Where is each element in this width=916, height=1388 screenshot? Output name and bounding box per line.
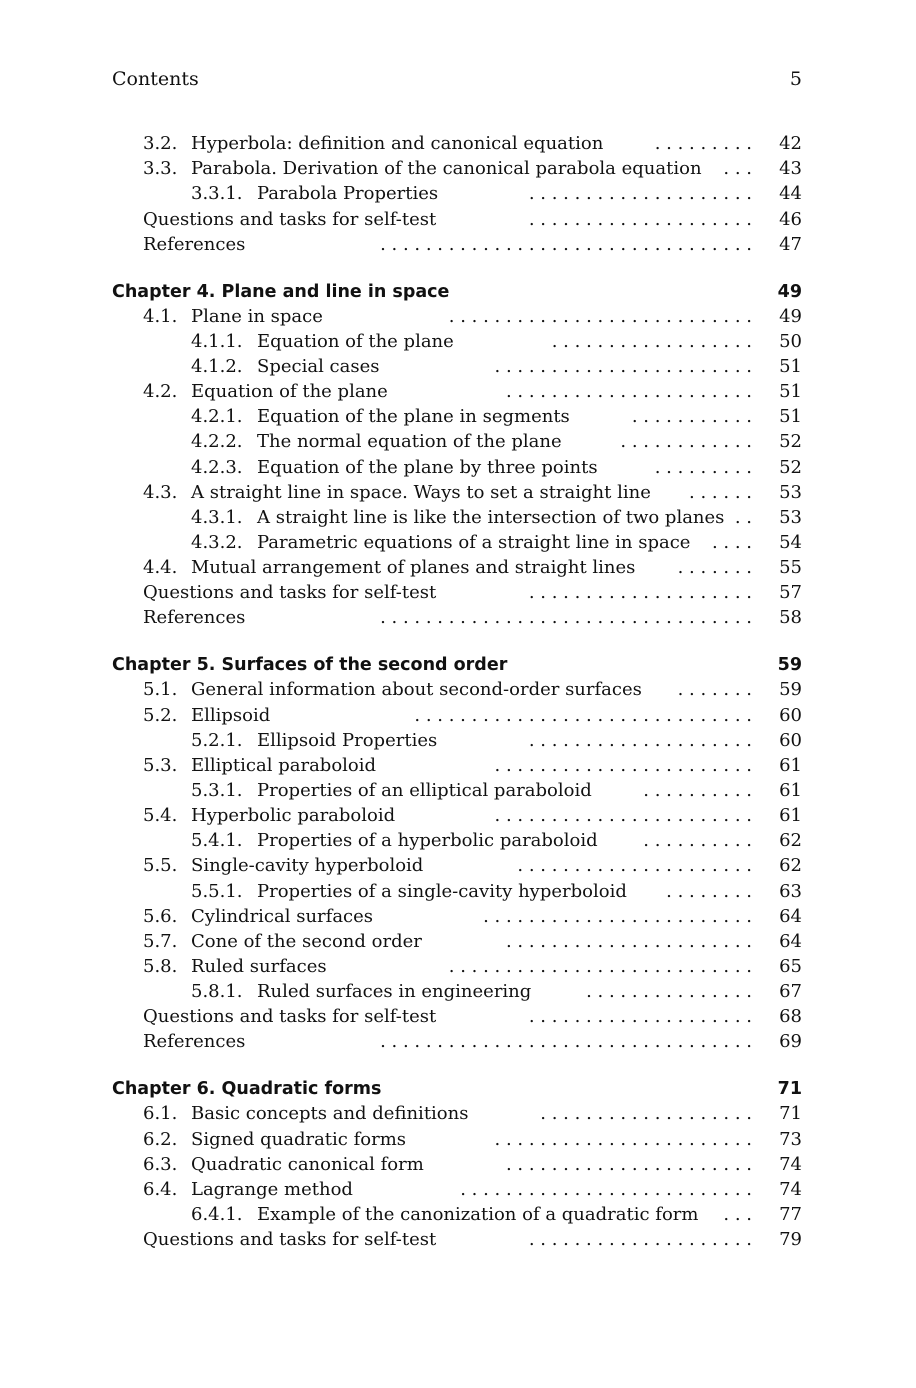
toc-dot-leader-text: . . . . . . . . . . . . . . . . . . . . . . . . . . . . . .	[414, 705, 752, 726]
toc-dot-leader	[357, 1178, 752, 1202]
toc-entry-title: Ellipsoid	[191, 705, 271, 726]
toc-entry-title: Ruled surfaces in engineering	[257, 981, 532, 1002]
toc-entry-title: References	[143, 234, 246, 255]
toc-entry-title: General information about second-order surfaces	[191, 679, 642, 700]
toc-entry-page-number: 77	[779, 1204, 802, 1225]
toc-entry-page-number: 61	[779, 780, 802, 801]
toc-entry[interactable]	[0, 581, 916, 605]
toc-entry-page-number: 60	[779, 705, 802, 726]
toc-entry-title: Cylindrical surfaces	[191, 906, 374, 927]
toc-entry[interactable]	[0, 854, 916, 878]
toc-dot-leader	[535, 980, 752, 1004]
toc-dot-leader	[728, 506, 752, 530]
toc-dot-leader	[442, 182, 752, 206]
toc-entry-title: Questions and tasks for self-test	[143, 1006, 437, 1027]
toc-entry-page-number: 71	[777, 1079, 802, 1099]
toc-dot-leader	[331, 955, 752, 979]
toc-entry[interactable]	[0, 157, 916, 181]
toc-entry-title: Hyperbola: definition and canonical equation	[191, 133, 604, 154]
toc-dot-leader	[702, 1203, 752, 1227]
toc-entry-page-number: 63	[779, 881, 802, 902]
toc-dot-leader	[380, 754, 752, 778]
toc-entry-page-number: 58	[779, 607, 802, 628]
toc-chapter-entry[interactable]	[0, 280, 916, 304]
toc-dot-leader-text: . . . . . . .	[677, 679, 752, 700]
toc-dot-leader-text: . . . . . . . . . . . . . . .	[586, 981, 752, 1002]
toc-entry[interactable]	[0, 1128, 916, 1152]
toc-dot-leader-text: . . . . . . . . . . .	[631, 406, 752, 427]
toc-entry-page-number: 74	[779, 1179, 802, 1200]
toc-entry[interactable]	[0, 606, 916, 630]
toc-dot-leader	[327, 305, 752, 329]
toc-entry-title: Questions and tasks for self-test	[143, 1229, 437, 1250]
toc-entry-number: 3.3.	[143, 158, 178, 179]
toc-entry-title: Equation of the plane in segments	[257, 406, 570, 427]
toc-dot-leader-text: . . . . . . . . . .	[643, 830, 752, 851]
toc-entry[interactable]	[0, 930, 916, 954]
toc-entry-page-number: 67	[779, 981, 802, 1002]
toc-entry-title: References	[143, 1031, 246, 1052]
toc-chapter-entry[interactable]	[0, 1077, 916, 1101]
toc-entry-number: 4.2.3.	[191, 457, 243, 478]
toc-entry[interactable]	[0, 430, 916, 454]
toc-dot-leader-text: . . . . . . . . . . . . . . . . . . . . . . .	[494, 755, 752, 776]
toc-dot-leader-text: . . . . . . . . . . . . . . . . . . . . . .	[505, 381, 752, 402]
toc-dot-leader-text: . . . . . . . . . . . . . . . . . . . . . .	[505, 1154, 752, 1175]
toc-dot-leader-text: . . .	[723, 1204, 752, 1225]
toc-entry[interactable]	[0, 1178, 916, 1202]
toc-dot-leader	[428, 1153, 752, 1177]
toc-entry-page-number: 71	[779, 1103, 802, 1124]
toc-entry-number: 5.5.1.	[191, 881, 243, 902]
toc-entry-title: Properties of an elliptical paraboloid	[257, 780, 592, 801]
toc-dot-leader-text: . . . . . . . . . . . . . . . . . . . . . . . . . . .	[448, 956, 752, 977]
toc-entry-page-number: 53	[779, 482, 802, 503]
toc-entry-page-number: 50	[779, 331, 802, 352]
toc-entry-number: 5.4.	[143, 805, 178, 826]
toc-entry-title: The normal equation of the plane	[257, 431, 562, 452]
toc-entry[interactable]	[0, 829, 916, 853]
toc-entry-page-number: 47	[779, 234, 802, 255]
toc-entry[interactable]	[0, 980, 916, 1004]
toc-entry-title: Parabola Properties	[257, 183, 439, 204]
toc-entry[interactable]	[0, 704, 916, 728]
toc-entry-title: A straight line is like the intersection of two planes	[257, 507, 725, 528]
toc-dot-leader-text: . . . . . . . . . . . . . . . . . . . . . . .	[494, 356, 752, 377]
toc-entry-title: Lagrange method	[191, 1179, 353, 1200]
toc-dot-leader-text: . . . . . . . . . . . . . . . . . . . .	[528, 183, 752, 204]
toc-entry[interactable]	[0, 1030, 916, 1054]
toc-entry[interactable]	[0, 456, 916, 480]
toc-dot-leader	[631, 880, 752, 904]
toc-entry-title: Chapter 6. Quadratic forms	[112, 1079, 382, 1099]
toc-entry[interactable]	[0, 905, 916, 929]
toc-entry-page-number: 62	[779, 855, 802, 876]
toc-entry[interactable]	[0, 1153, 916, 1177]
toc-entry[interactable]	[0, 506, 916, 530]
toc-entry-page-number: 73	[779, 1129, 802, 1150]
toc-entry-title: References	[143, 607, 246, 628]
toc-entry-page-number: 57	[779, 582, 802, 603]
toc-dot-leader	[646, 678, 752, 702]
toc-entry-number: 5.8.	[143, 956, 178, 977]
toc-entry-number: 4.2.2.	[191, 431, 243, 452]
toc-dot-leader	[440, 208, 752, 232]
toc-entry-title: Example of the canonization of a quadratic form	[257, 1204, 699, 1225]
toc-entry-page-number: 59	[779, 679, 802, 700]
toc-entry-number: 5.5.	[143, 855, 178, 876]
toc-dot-leader	[458, 330, 752, 354]
toc-dot-leader	[607, 132, 752, 156]
toc-dot-leader	[574, 405, 752, 429]
toc-entry-page-number: 52	[779, 457, 802, 478]
toc-entry-number: 4.4.	[143, 557, 178, 578]
toc-entry-number: 5.3.	[143, 755, 178, 776]
toc-entry-page-number: 79	[779, 1229, 802, 1250]
toc-entry-page-number: 49	[779, 306, 802, 327]
toc-dot-leader-text: . . . . . . . . . . . . . . . . . . . . . . .	[494, 1129, 752, 1150]
toc-entry[interactable]	[0, 1005, 916, 1029]
toc-dot-leader	[249, 233, 752, 257]
toc-dot-leader	[694, 531, 752, 555]
toc-entry[interactable]	[0, 754, 916, 778]
toc-dot-leader	[440, 1005, 752, 1029]
toc-entry-title: Single-cavity hyperboloid	[191, 855, 424, 876]
toc-entry-number: 5.1.	[143, 679, 178, 700]
toc-dot-leader	[440, 1228, 752, 1252]
toc-entry-title: Quadratic canonical form	[191, 1154, 424, 1175]
toc-dot-leader	[377, 905, 752, 929]
toc-dot-leader-text: . . .	[723, 158, 752, 179]
toc-entry-page-number: 49	[777, 282, 802, 302]
toc-dot-leader-text: . . . . . . . . . . . . . . . . . . .	[540, 1103, 752, 1124]
toc-entry-number: 3.3.1.	[191, 183, 243, 204]
toc-dot-leader	[602, 456, 752, 480]
toc-entry-title: Cone of the second order	[191, 931, 422, 952]
toc-entry-page-number: 53	[779, 507, 802, 528]
running-header-page-number: 5	[789, 68, 802, 90]
toc-entry-page-number: 62	[779, 830, 802, 851]
toc-entry-number: 6.4.	[143, 1179, 178, 1200]
toc-dot-leader	[566, 430, 752, 454]
toc-entry-title: Hyperbolic paraboloid	[191, 805, 396, 826]
toc-entry-number: 4.2.	[143, 381, 178, 402]
toc-dot-leader-text: . . . . . . . . . . . . . . . . . . . . . . . . . . .	[448, 306, 752, 327]
toc-entry-number: 4.1.2.	[191, 356, 243, 377]
toc-entry-number: 4.1.1.	[191, 331, 243, 352]
toc-entry[interactable]	[0, 729, 916, 753]
toc-entry[interactable]	[0, 305, 916, 329]
toc-dot-leader-text: . . . . . . . .	[666, 881, 752, 902]
toc-entry[interactable]	[0, 955, 916, 979]
toc-dot-leader-text: . . . . . . . . . . . . . . . . . . . . . . . . . . . . . . . . .	[380, 1031, 752, 1052]
toc-entry-title: Equation of the plane	[191, 381, 388, 402]
toc-dot-leader-text: . . . . . . . . . . . . . . . . . .	[551, 331, 752, 352]
toc-entry-number: 4.3.	[143, 482, 178, 503]
toc-entry[interactable]	[0, 531, 916, 555]
toc-entry-number: 4.3.1.	[191, 507, 243, 528]
toc-entry-number: 6.1.	[143, 1103, 178, 1124]
toc-entry-title: Equation of the plane	[257, 331, 454, 352]
toc-entry-title: Parametric equations of a straight line in space	[257, 532, 691, 553]
toc-dot-leader-text: . . . . . . . . .	[654, 133, 752, 154]
toc-entry-page-number: 60	[779, 730, 802, 751]
toc-dot-leader	[410, 1128, 752, 1152]
toc-entry-page-number: 51	[779, 381, 802, 402]
toc-dot-leader-text: . . . . . . . . . . . . . . . . . . . . .	[517, 855, 752, 876]
toc-entry-title: Ellipsoid Properties	[257, 730, 438, 751]
toc-dot-leader-text: . . . . . . . . . . . . . . . . . . . . . .	[505, 931, 752, 952]
toc-dot-leader	[639, 556, 752, 580]
toc-dot-leader-text: . . . . . . . . . . . . . . . . . . . . . . . .	[483, 906, 752, 927]
toc-entry-title: Questions and tasks for self-test	[143, 209, 437, 230]
toc-entry[interactable]	[0, 1102, 916, 1126]
toc-entry-page-number: 54	[779, 532, 802, 553]
toc-entry-page-number: 61	[779, 805, 802, 826]
toc-entry-number: 4.3.2.	[191, 532, 243, 553]
toc-dot-leader-text: . . . . . . . . . .	[643, 780, 752, 801]
toc-dot-leader	[384, 355, 752, 379]
toc-entry-number: 6.4.1.	[191, 1204, 243, 1225]
toc-dot-leader-text: . . . . . . . . . . . . . . . . . . . .	[528, 730, 752, 751]
toc-dot-leader	[706, 157, 752, 181]
toc-entry-title: Basic concepts and definitions	[191, 1103, 469, 1124]
toc-dot-leader-text: . . . . . . . . . . . . . . . . . . . . . . . . . . . . . . . . .	[380, 234, 752, 255]
toc-entry-page-number: 59	[777, 655, 802, 675]
toc-entry[interactable]	[0, 233, 916, 257]
toc-dot-leader	[249, 1030, 752, 1054]
toc-entry[interactable]	[0, 779, 916, 803]
toc-entry[interactable]	[0, 132, 916, 156]
toc-dot-leader-text: . . . . . . . . . . . . . . . . . . . .	[528, 1006, 752, 1027]
toc-dot-leader-text: . . . .	[711, 532, 752, 553]
toc-entry-page-number: 43	[779, 158, 802, 179]
toc-dot-leader-text: . . . . . . . . . . . . . . . . . . . . . . .	[494, 805, 752, 826]
toc-entry-page-number: 64	[779, 906, 802, 927]
toc-entry[interactable]	[0, 678, 916, 702]
toc-dot-leader-text: . . . . . . . . . . . . . . . . . . . . . . . . . .	[460, 1179, 752, 1200]
toc-entry-number: 5.3.1.	[191, 780, 243, 801]
toc-entry-title: Properties of a hyperbolic paraboloid	[257, 830, 598, 851]
toc-dot-leader-text: . . . . . . . . .	[654, 457, 752, 478]
toc-dot-leader	[274, 704, 752, 728]
toc-entry-number: 3.2.	[143, 133, 178, 154]
toc-entry[interactable]	[0, 330, 916, 354]
toc-entry[interactable]	[0, 1228, 916, 1252]
toc-entry[interactable]	[0, 208, 916, 232]
toc-entry-number: 6.3.	[143, 1154, 178, 1175]
toc-entry-page-number: 44	[779, 183, 802, 204]
toc-entry-number: 5.8.1.	[191, 981, 243, 1002]
toc-entry-number: 5.6.	[143, 906, 178, 927]
toc-entry[interactable]	[0, 880, 916, 904]
toc-dot-leader-text: . . . . . . . . . . . . . . . . . . . .	[528, 209, 752, 230]
toc-entry-number: 5.2.	[143, 705, 178, 726]
toc-entry-page-number: 61	[779, 755, 802, 776]
toc-entry-number: 5.4.1.	[191, 830, 243, 851]
toc-dot-leader-text: . .	[734, 507, 752, 528]
toc-dot-leader-text: . . . . . .	[689, 482, 752, 503]
toc-entry-title: Ruled surfaces	[191, 956, 327, 977]
toc-entry-title: Parabola. Derivation of the canonical parabola equation	[191, 158, 702, 179]
toc-dot-leader-text: . . . . . . . . . . . . . . . . . . . . . . . . . . . . . . . . .	[380, 607, 752, 628]
toc-entry-title: Special cases	[257, 356, 380, 377]
toc-entry-page-number: 55	[779, 557, 802, 578]
toc-dot-leader	[249, 606, 752, 630]
toc-entry-page-number: 74	[779, 1154, 802, 1175]
toc-dot-leader	[596, 779, 752, 803]
toc-dot-leader-text: . . . . . . . . . . . . . . . . . . . .	[528, 1229, 752, 1250]
toc-entry-title: Chapter 5. Surfaces of the second order	[112, 655, 508, 675]
toc-entry-title: Equation of the plane by three points	[257, 457, 598, 478]
toc-entry-page-number: 68	[779, 1006, 802, 1027]
toc-entry-number: 4.2.1.	[191, 406, 243, 427]
toc-entry-number: 4.1.	[143, 306, 178, 327]
toc-entry[interactable]	[0, 355, 916, 379]
toc-dot-leader	[655, 481, 752, 505]
toc-entry[interactable]	[0, 556, 916, 580]
toc-dot-leader-text: . . . . . . .	[677, 557, 752, 578]
toc-dot-leader	[392, 380, 752, 404]
toc-entry-title: Signed quadratic forms	[191, 1129, 407, 1150]
toc-entry[interactable]	[0, 1203, 916, 1227]
toc-entry-number: 5.7.	[143, 931, 178, 952]
toc-entry-title: Questions and tasks for self-test	[143, 582, 437, 603]
toc-entry-title: Properties of a single-cavity hyperboloid	[257, 881, 627, 902]
toc-dot-leader	[602, 829, 752, 853]
toc-dot-leader	[427, 854, 752, 878]
toc-dot-leader-text: . . . . . . . . . . . . . . . . . . . .	[528, 582, 752, 603]
toc-dot-leader	[472, 1102, 752, 1126]
toc-entry-page-number: 51	[779, 356, 802, 377]
toc-entry-page-number: 51	[779, 406, 802, 427]
toc-entry[interactable]	[0, 380, 916, 404]
toc-entry-page-number: 65	[779, 956, 802, 977]
toc-entry[interactable]	[0, 804, 916, 828]
toc-dot-leader-text: . . . . . . . . . . . .	[620, 431, 752, 452]
toc-entry-title: Mutual arrangement of planes and straight lines	[191, 557, 636, 578]
toc-entry[interactable]	[0, 182, 916, 206]
toc-dot-leader	[399, 804, 752, 828]
toc-entry-title: A straight line in space. Ways to set a straight line	[191, 482, 651, 503]
toc-entry-title: Chapter 4. Plane and line in space	[112, 282, 450, 302]
toc-entry-page-number: 46	[779, 209, 802, 230]
running-header-title: Contents	[112, 68, 199, 90]
toc-entry-title: Elliptical paraboloid	[191, 755, 377, 776]
toc-entry[interactable]	[0, 405, 916, 429]
toc-entry-page-number: 42	[779, 133, 802, 154]
toc-dot-leader	[441, 729, 752, 753]
toc-entry-number: 5.2.1.	[191, 730, 243, 751]
toc-chapter-entry[interactable]	[0, 653, 916, 677]
toc-dot-leader	[426, 930, 752, 954]
toc-dot-leader	[440, 581, 752, 605]
toc-entry-page-number: 64	[779, 931, 802, 952]
toc-entry[interactable]	[0, 481, 916, 505]
toc-entry-title: Plane in space	[191, 306, 323, 327]
toc-entry-number: 6.2.	[143, 1129, 178, 1150]
toc-entry-page-number: 52	[779, 431, 802, 452]
toc-entry-page-number: 69	[779, 1031, 802, 1052]
